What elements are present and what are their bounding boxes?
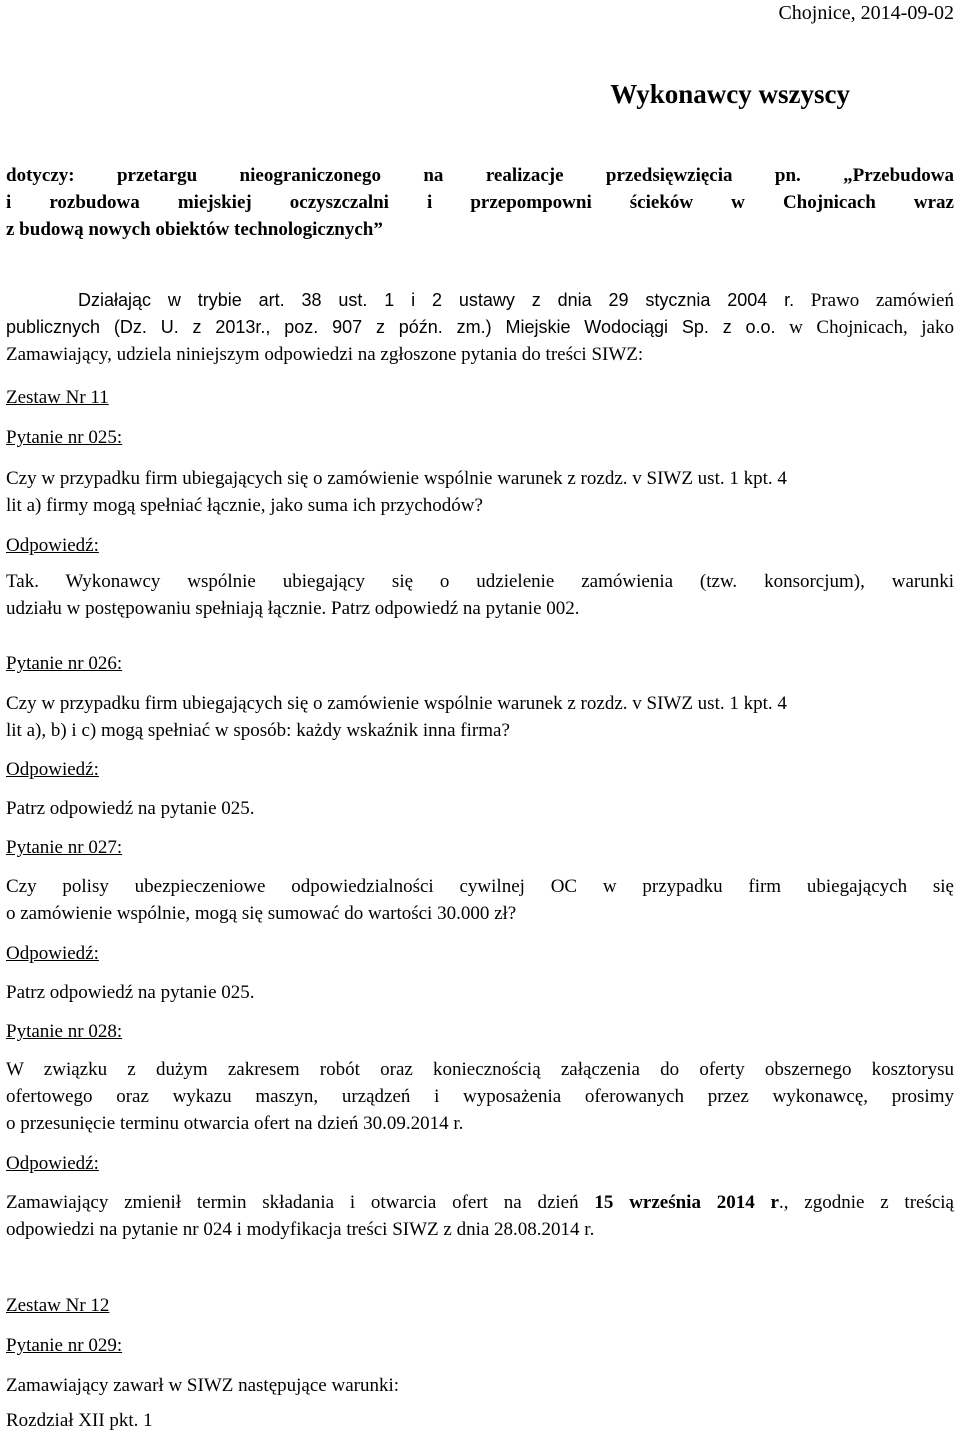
subject-word: realizacje [485, 165, 564, 186]
question-025-line-2: lit a) firmy mogą spełniać łącznie, jako suma ich przychodów? [6, 495, 483, 516]
answer-028-text: ., zgodnie z treścią [778, 1192, 954, 1213]
intro-text-sans: publicznych (Dz. U. z 2013r., poz. 907 z późn. zm.) Miejskie Wodociągi Sp. z o.o. [6, 317, 776, 337]
subject-line-1 [6, 162, 954, 189]
answer-026-text: Patrz odpowiedź na pytanie 025. [6, 798, 255, 819]
answer-028-label: Odpowiedź: [6, 1153, 99, 1174]
subject-line-3: z budową nowych obiektów technologicznych” [6, 219, 383, 240]
question-029-line-1: Zamawiający zawarł w SIWZ następujące warunki: [6, 1375, 400, 1396]
question-028-line-1: W związku z dużym zakresem robót oraz koniecznością załączenia do oferty obszernego kosztorysu [6, 1059, 954, 1080]
question-025-line-1: Czy w przypadku firm ubiegających się o zamówienie wspólnie warunek z rozdz. v SIWZ ust. 1 kpt. 4 [6, 468, 787, 489]
intro-line-1 [6, 287, 954, 314]
answer-028-text: Zamawiający zmienił termin składania i otwarcia ofert na dzień [6, 1192, 595, 1213]
intro-text-sans: Działając w trybie art. 38 ust. 1 i 2 ustawy z dnia 29 stycznia 2004 r. [78, 290, 795, 310]
question-026-line-1: Czy w przypadku firm ubiegających się o zamówienie wspólnie warunek z rozdz. v SIWZ ust. 1 kpt. 4 [6, 693, 787, 714]
subject-line-2: i rozbudowa miejskiej oczyszczalni i przepompowni ścieków w Chojnicach wraz [6, 192, 954, 213]
intro-line-2 [6, 314, 954, 341]
page-title: Wykonawcy wszyscy [610, 79, 850, 109]
subject-word: na [423, 165, 444, 186]
subject-word: nieograniczonego [239, 165, 381, 186]
question-027-line-1: Czy polisy ubezpieczeniowe odpowiedzialności cywilnej OC w przypadku firm ubiegających się [6, 876, 954, 897]
answer-026-label: Odpowiedź: [6, 759, 99, 780]
subject-word: przedsięwzięcia [605, 165, 733, 186]
question-027-line-2: o zamówienie wspólnie, mogą się sumować do wartości 30.000 zł? [6, 903, 517, 924]
intro-line-3: Zamawiający, udziela niniejszym odpowiedzi na zgłoszone pytania do treści SIWZ: [6, 344, 644, 365]
question-026-line-2: lit a), b) i c) mogą spełniać w sposób: każdy wskaźnik inna firma? [6, 720, 510, 741]
answer-025-label: Odpowiedź: [6, 535, 99, 556]
answer-025-line-2: udziału w postępowaniu spełniają łącznie. Patrz odpowiedź na pytanie 002. [6, 598, 580, 619]
set-12-heading: Zestaw Nr 12 [6, 1295, 110, 1316]
question-025-label: Pytanie nr 025: [6, 427, 123, 448]
set-11-heading: Zestaw Nr 11 [6, 387, 109, 408]
question-028-line-3: o przesunięcie terminu otwarcia ofert na dzień 30.09.2014 r. [6, 1113, 464, 1134]
answer-028-line-2: odpowiedzi na pytanie nr 024 i modyfikacja treści SIWZ z dnia 28.08.2014 r. [6, 1219, 595, 1240]
place-date: Chojnice, 2014-09-02 [778, 2, 954, 24]
answer-027-label: Odpowiedź: [6, 943, 99, 964]
question-028-label: Pytanie nr 028: [6, 1021, 123, 1042]
question-026-label: Pytanie nr 026: [6, 653, 123, 674]
subject-word: pn. [774, 165, 801, 186]
answer-025-line-1: Tak. Wykonawcy wspólnie ubiegający się o udzielenie zamówienia (tzw. konsorcjum), warunki [6, 571, 954, 592]
intro-text-serif: Prawo zamówień [794, 290, 954, 311]
question-029-line-2: Rozdział XII pkt. 1 [6, 1410, 153, 1431]
question-028-line-2: ofertowego oraz wykazu maszyn, urządzeń i wyposażenia oferowanych przez wykonawcę, prosimy [6, 1086, 954, 1107]
question-027-label: Pytanie nr 027: [6, 837, 123, 858]
subject-word: przetargu [116, 165, 198, 186]
answer-028-line-1 [6, 1189, 954, 1216]
subject-word: „Przebudowa [843, 165, 954, 186]
subject-label: dotyczy: [6, 165, 75, 186]
answer-028-date: 15 września 2014 r [594, 1192, 779, 1213]
answer-027-text: Patrz odpowiedź na pytanie 025. [6, 982, 255, 1003]
question-029-label: Pytanie nr 029: [6, 1335, 123, 1356]
intro-text-serif: w Chojnicach, jako [775, 317, 954, 338]
